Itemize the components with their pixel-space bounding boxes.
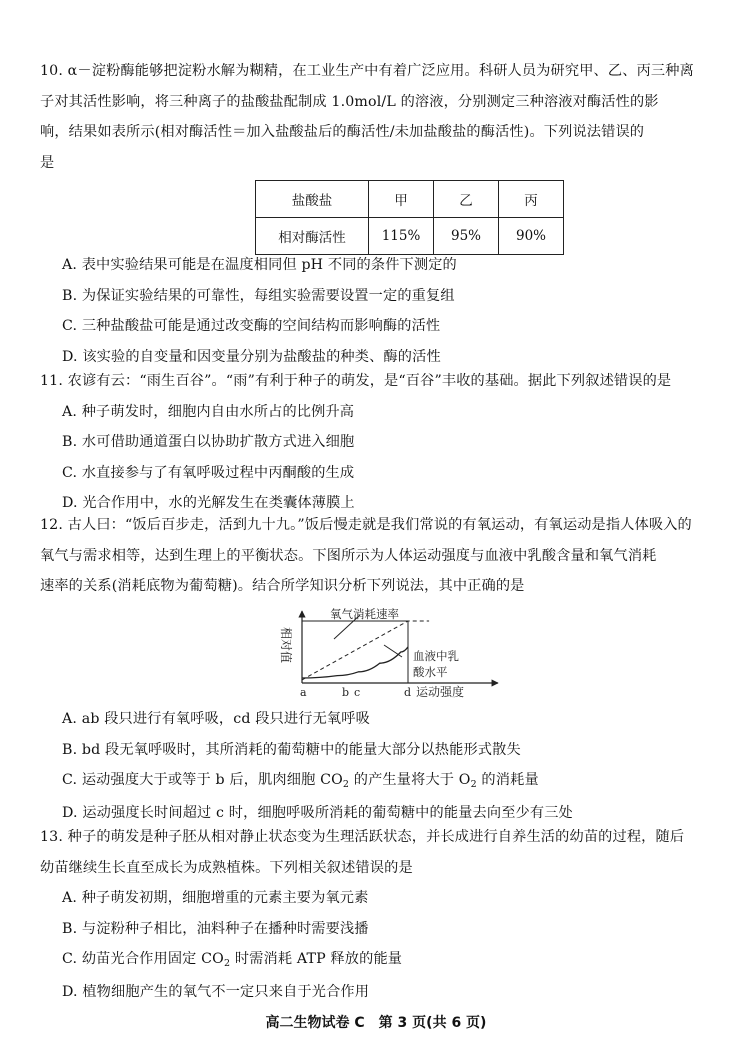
q13-stem-line: 13. 种子的萌发是种子胚从相对静止状态变为生理活跃状态，并长成进行自养生活的幼苗的过程，随后: [40, 829, 685, 845]
option-d: D. 植物细胞产生的氧气不一定只来自于光合作用: [62, 983, 370, 1000]
option-d: D. 光合作用中，水的光解发生在类囊体薄膜上: [62, 495, 355, 511]
option-c: C. 水直接参与了有氧呼吸过程中丙酮酸的生成: [62, 464, 355, 481]
option-c: C. 三种盐酸盐可能是通过改变酶的空间结构而影响酶的活性: [62, 318, 441, 334]
q10-stem-line: 10. α－淀粉酶能够把淀粉水解为糊精，在工业生产中有着广泛应用。科研人员为研究甲、乙、丙三种离: [40, 63, 694, 79]
subscript: 2: [223, 958, 231, 969]
option-b: B. 为保证实验结果的可靠性，每组实验需要设置一定的重复组: [62, 287, 455, 304]
option-c: [40, 765, 718, 798]
table-header-cell: 丙: [499, 181, 564, 218]
x-tick-label: c: [354, 686, 361, 699]
q10-stem-line: 是: [40, 154, 55, 171]
q10-stem-line: 子对其活性影响，将三种离子的盐酸盐配制成 1.0mol/L 的溶液，分别测定三种溶液对酶活性的影: [40, 93, 659, 110]
option-c-text: C. 幼苗光合作用固定 CO: [62, 951, 224, 967]
option-a: A. 表中实验结果可能是在温度相同但 pH 不同的条件下测定的: [62, 257, 457, 273]
option-a: A. 种子萌发初期，细胞增重的元素主要为氧元素: [62, 890, 369, 906]
option-a: A. 种子萌发时，细胞内自由水所占的比例升高: [62, 403, 355, 420]
question-13: [40, 822, 718, 1007]
option-c-text: C. 运动强度大于或等于 b 后，肌肉细胞 CO: [62, 772, 343, 788]
table-cell: 95%: [434, 218, 499, 255]
lactate-series-label: 酸水平: [413, 665, 448, 679]
option-c-text: 时需消耗 ATP 释放的能量: [230, 951, 403, 967]
question-11: [40, 366, 718, 519]
option-c-text: 的消耗量: [476, 772, 539, 788]
page-footer: 高二生物试卷 C 第 3 页(共 6 页): [265, 1015, 487, 1031]
q12-stem-line: 氧气与需求相等，达到生理上的平衡状态。下图所示为人体运动强度与血液中乳酸含量和氧气消耗: [40, 547, 657, 564]
q13-stem-line: 幼苗继续生长直至成长为成熟植株。下列相关叙述错误的是: [40, 859, 413, 876]
table-cell: 相对酶活性: [256, 218, 369, 255]
q12-stem-line: 12. 古人曰：“饭后百步走，活到九十九。”饭后慢走就是我们常说的有氧运动，有氧运动是指人体吸入的: [40, 517, 692, 533]
option-c: [40, 944, 718, 977]
lactate-series-label: 血液中乳: [413, 649, 459, 663]
table-cell: 90%: [499, 218, 564, 255]
table-cell: 115%: [369, 218, 434, 255]
table-row: [256, 218, 564, 255]
subscript: 2: [342, 779, 350, 790]
option-b: B. 与淀粉种子相比，油料种子在播种时需要浅播: [62, 920, 369, 937]
q11-stem-line: 11. 农谚有云：“雨生百谷”。“雨”有利于种子的萌发，是“百谷”丰收的基础。据此下列叙述错误的是: [40, 373, 672, 389]
table-header-cell: 盐酸盐: [256, 181, 369, 218]
lactate-pointer: [384, 645, 402, 657]
x-axis-label: 运动强度: [416, 685, 465, 699]
y-axis-label: 相对值: [279, 627, 293, 664]
table-header-row: [256, 181, 564, 218]
x-tick-label: a: [300, 686, 307, 699]
q12-stem-line: 速率的关系(消耗底物为葡萄糖)。结合所学知识分析下列说法，其中正确的是: [40, 578, 525, 594]
q12-options: [40, 704, 718, 828]
option-d: D. 运动强度长时间超过 c 时，细胞呼吸所消耗的葡萄糖中的能量去向至少有三处: [62, 804, 573, 821]
table-header-cell: 乙: [434, 181, 499, 218]
lactate-level-curve: [302, 647, 408, 678]
exercise-intensity-chart: [268, 607, 500, 702]
option-c-text: 的产生量将大于 O: [349, 772, 471, 788]
question-12: [40, 510, 718, 602]
enzyme-activity-table: [255, 180, 564, 255]
o2-series-label: 氧气消耗速率: [330, 607, 399, 621]
x-tick-label: b: [342, 686, 350, 699]
x-tick-label: d: [404, 686, 412, 699]
table-header-cell: 甲: [369, 181, 434, 218]
option-d: D. 该实验的自变量和因变量分别为盐酸盐的种类、酶的活性: [62, 348, 441, 365]
option-b: B. bd 段无氧呼吸时，其所消耗的葡萄糖中的能量大部分以热能形式散失: [62, 741, 521, 758]
question-10: [40, 56, 718, 178]
subscript: 2: [470, 779, 477, 790]
q10-options: [40, 250, 718, 372]
option-b: B. 水可借助通道蛋白以协助扩散方式进入细胞: [62, 434, 355, 450]
q10-stem-line: 响，结果如表所示(相对酶活性＝加入盐酸盐后的酶活性/未加盐酸盐的酶活性)。下列说法错误的: [40, 124, 645, 140]
option-a: A. ab 段只进行有氧呼吸，cd 段只进行无氧呼吸: [62, 711, 370, 727]
